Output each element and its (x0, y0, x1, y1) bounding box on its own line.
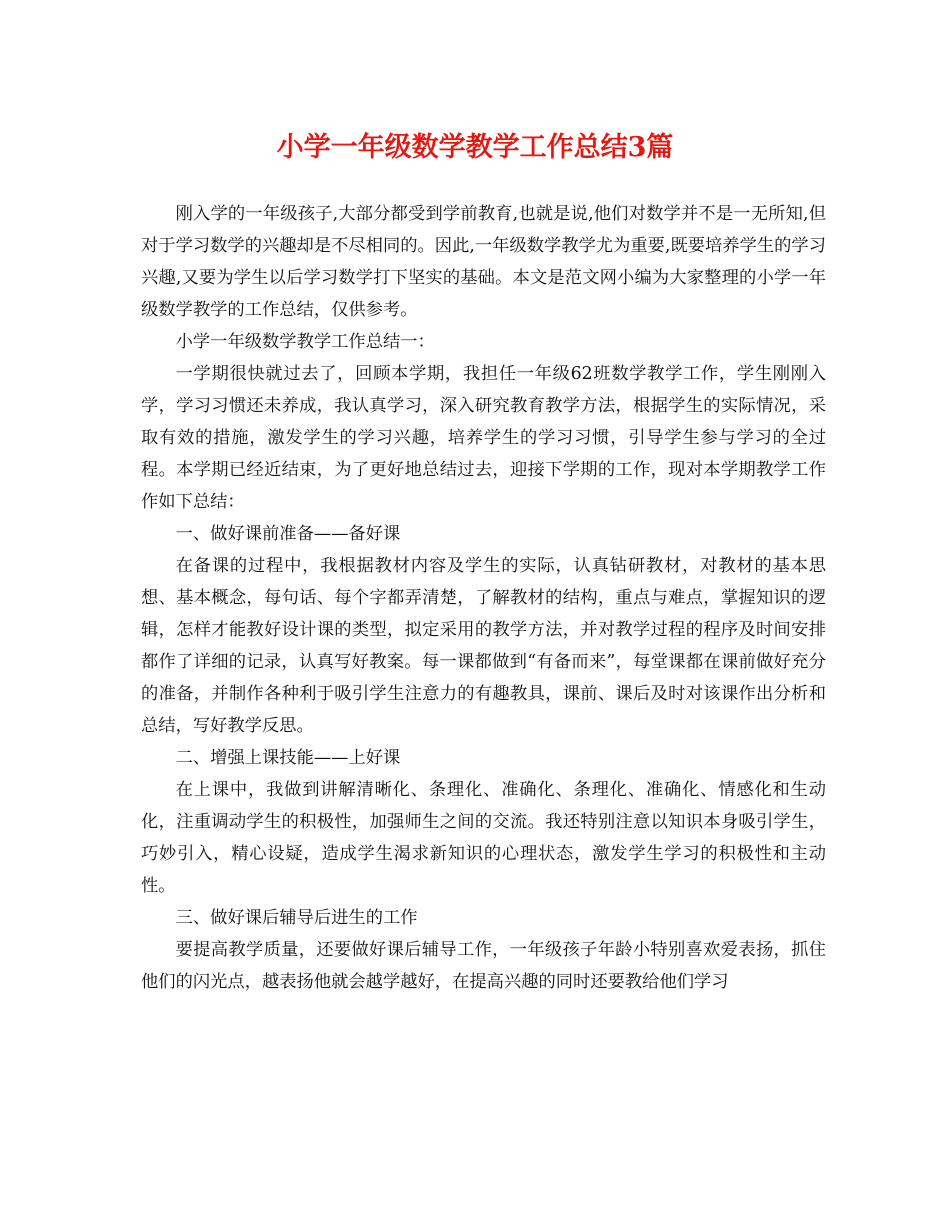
paragraph-intro: 刚入学的一年级孩子,大部分都受到学前教育,也就是说,他们对数学并不是一无所知,但对于学习数学的兴趣却是不尽相同的。因此,一年级数学教学尤为重要,既要培养学生的学习兴趣,又要为学生以后学习数学打下坚实的基础。本文是范文网小编为大家整理的小学一年级数学教学的工作总结，仅供参考。 (141, 204, 826, 320)
paragraph: 在上课中，我做到讲解清晰化、条理化、准确化、条理化、准确化、情感化和生动化，注重调动学生的积极性，加强师生之间的交流。我还特别注意以知识本身吸引学生，巧妙引入，精心设疑，造成学生渴求新知识的心理状态，激发学生学习的积极性和主动性。 (141, 780, 826, 896)
document-body (141, 198, 826, 998)
paragraph: 一学期很快就过去了，回顾本学期，我担任一年级62班数学教学工作，学生刚刚入学，学习习惯还未养成，我认真学习，深入研究教育教学方法，根据学生的实际情况，采取有效的措施，激发学生的学习兴趣，培养学生的学习习惯，引导学生参与学习的全过程。本学期已经近结束，为了更好地总结过去，迎接下学期的工作，现对本学期教学工作作如下总结： (141, 364, 826, 512)
section-heading: 二、增强上课技能——上好课 (175, 748, 401, 768)
section-heading-summary-one: 小学一年级数学教学工作总结一： (175, 332, 435, 352)
section-heading: 三、做好课后辅导后进生的工作 (175, 908, 418, 928)
section-heading: 一、做好课前准备——备好课 (175, 524, 401, 544)
paragraph: 在备课的过程中，我根据教材内容及学生的实际，认真钻研教材，对教材的基本思想、基本概念，每句话、每个字都弄清楚，了解教材的结构，重点与难点，掌握知识的逻辑，怎样才能教好设计课的类型，拟定采用的教学方法，并对教学过程的程序及时间安排都作了详细的记录，认真写好教案。每一课都做到“有备而来”，每堂课都在课前做好充分的准备，并制作各种利于吸引学生注意力的有趣教具，课前、课后及时对该课作出分析和总结，写好教学反思。 (141, 556, 826, 736)
paragraph: 要提高教学质量，还要做好课后辅导工作，一年级孩子年龄小特别喜欢爱表扬，抓住他们的闪光点，越表扬他就会越学越好，在提高兴趣的同时还要教给他们学习 (141, 940, 826, 992)
document-title: 小学一年级数学教学工作总结3篇 (276, 132, 674, 163)
